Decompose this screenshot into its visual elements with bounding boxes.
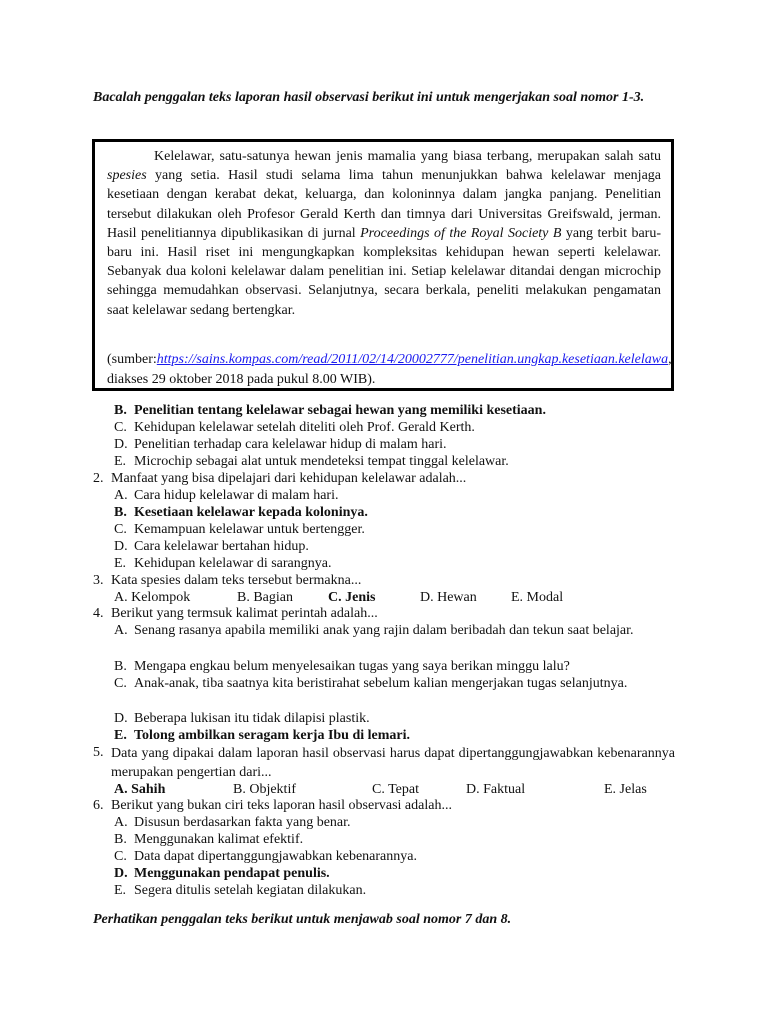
- q6-option-a: A. Disusun berdasarkan fakta yang benar.: [114, 815, 351, 830]
- q3-options: [0, 589, 768, 606]
- q1-option-e: E. Microchip sebagai alat untuk mendeteksi tempat tinggal kelelawar.: [114, 454, 509, 469]
- q3-option-c: C. Jenis: [328, 590, 376, 605]
- q4-option-d: D. Beberapa lukisan itu tidak dilapisi plastik.: [114, 711, 370, 726]
- q6-option-b: B. Menggunakan kalimat efektif.: [114, 832, 304, 847]
- passage-box: [92, 139, 674, 391]
- q5-option-a: A. Sahih: [114, 782, 166, 797]
- q6-option-e: E. Segera ditulis setelah kegiatan dilakukan.: [114, 883, 367, 898]
- q5-option-d: D. Faktual: [466, 782, 526, 797]
- instruction-heading: Bacalah penggalan teks laporan hasil observasi berikut ini untuk mengerjakan soal nomor 1-3.: [93, 90, 645, 105]
- q4-option-b: B. Mengapa engkau belum menyelesaikan tugas yang saya berikan minggu lalu?: [114, 659, 570, 674]
- q2-option-b: B. Kesetiaan kelelawar kepada koloninya.: [114, 505, 368, 520]
- q2-option-a: A. Cara hidup kelelawar di malam hari.: [114, 488, 339, 503]
- q2-option-c: C. Kemampuan kelelawar untuk bertengger.: [114, 522, 365, 537]
- q4-option-e: E. Tolong ambilkan seragam kerja Ibu di lemari.: [114, 728, 411, 743]
- q5-option-c: C. Tepat: [372, 782, 419, 797]
- q3-option-a: A. Kelompok: [114, 590, 191, 605]
- question-2: 2. Manfaat yang bisa dipelajari dari kehidupan kelelawar adalah...: [93, 471, 467, 486]
- q1-option-b: B. Penelitian tentang kelelawar sebagai hewan yang memiliki kesetiaan.: [114, 403, 546, 418]
- q1-option-d: D. Penelitian terhadap cara kelelawar hidup di malam hari.: [114, 437, 447, 452]
- question-3: 3. Kata spesies dalam teks tersebut bermakna...: [93, 573, 362, 588]
- q1-option-c: C. Kehidupan kelelawar setelah diteliti oleh Prof. Gerald Kerth.: [114, 420, 475, 435]
- q6-option-d: D. Menggunakan pendapat penulis.: [114, 866, 330, 881]
- q3-option-b: B. Bagian: [237, 590, 293, 605]
- source-citation: (sumber:https://sains.kompas.com/read/2011/02/14/20002777/penelitian.ungkap.kesetiaan.kelelawa, diakses 29 oktober 2018 pada pukul 8.00 WIB).: [107, 352, 672, 387]
- question-6: 6. Berikut yang bukan ciri teks laporan hasil observasi adalah...: [93, 798, 452, 813]
- q5-option-b: B. Objektif: [233, 782, 296, 797]
- q4-option-a: A. Senang rasanya apabila memiliki anak yang rajin dalam beribadah dan tekun saat belajar.: [114, 623, 634, 638]
- question-4: 4. Berikut yang termsuk kalimat perintah adalah...: [93, 606, 378, 621]
- q2-option-d: D. Cara kelelawar bertahan hidup.: [114, 539, 309, 554]
- q2-option-e: E. Kehidupan kelelawar di sarangnya.: [114, 556, 332, 571]
- q5-option-e: E. Jelas: [604, 782, 647, 797]
- q6-option-c: C. Data dapat dipertanggungjawabkan kebenarannya.: [114, 849, 417, 864]
- source-link[interactable]: https://sains.kompas.com/read/2011/02/14/20002777/penelitian.ungkap.kesetiaan.kelelawa: [156, 352, 669, 367]
- question-5: 5. Data yang dipakai dalam laporan hasil observasi harus dapat dipertanggungjawabkan kebenarannya merupakan pengertian dari...: [93, 745, 675, 780]
- q4-option-c: C. Anak-anak, tiba saatnya kita beristirahat sebelum kalian mengerjakan tugas selanjutnya.: [114, 676, 628, 691]
- passage-text: Kelelawar, satu-satunya hewan jenis mamalia yang biasa terbang, merupakan salah satu spesies yang setia. Hasil studi selama lima tahun menunjukkan bahwa kelelawar menjaga kesetiaan dengan kerabat dekat, keluarga, dan koloninnya dalam jangka panjang. Penelitian tersebut dilakukan oleh Profesor Gerald Kerth dan timnya dari Universitas Greifswald, jerman. Hasil penelitiannya dipublikasikan di jurnal Proceedings of the Royal Society B yang terbit baru-baru ini. Hasil riset ini mengungkapkan kompleksitas kehidupan hewan seperti kelelawar. Sebanyak dua koloni kelelawar dalam penelitian ini. Setiap kelelawar ditandai dengan microchip sehingga memudahkan observasi. Selanjutnya, secara berkala, peneliti melakukan pengamatan saat kelelawar sedang bertengkar.: [107, 149, 662, 318]
- q3-option-e: E. Modal: [511, 590, 564, 605]
- closing-instruction: Perhatikan penggalan teks berikut untuk menjawab soal nomor 7 dan 8.: [93, 912, 512, 927]
- q3-option-d: D. Hewan: [420, 590, 477, 605]
- q5-options: [0, 781, 768, 798]
